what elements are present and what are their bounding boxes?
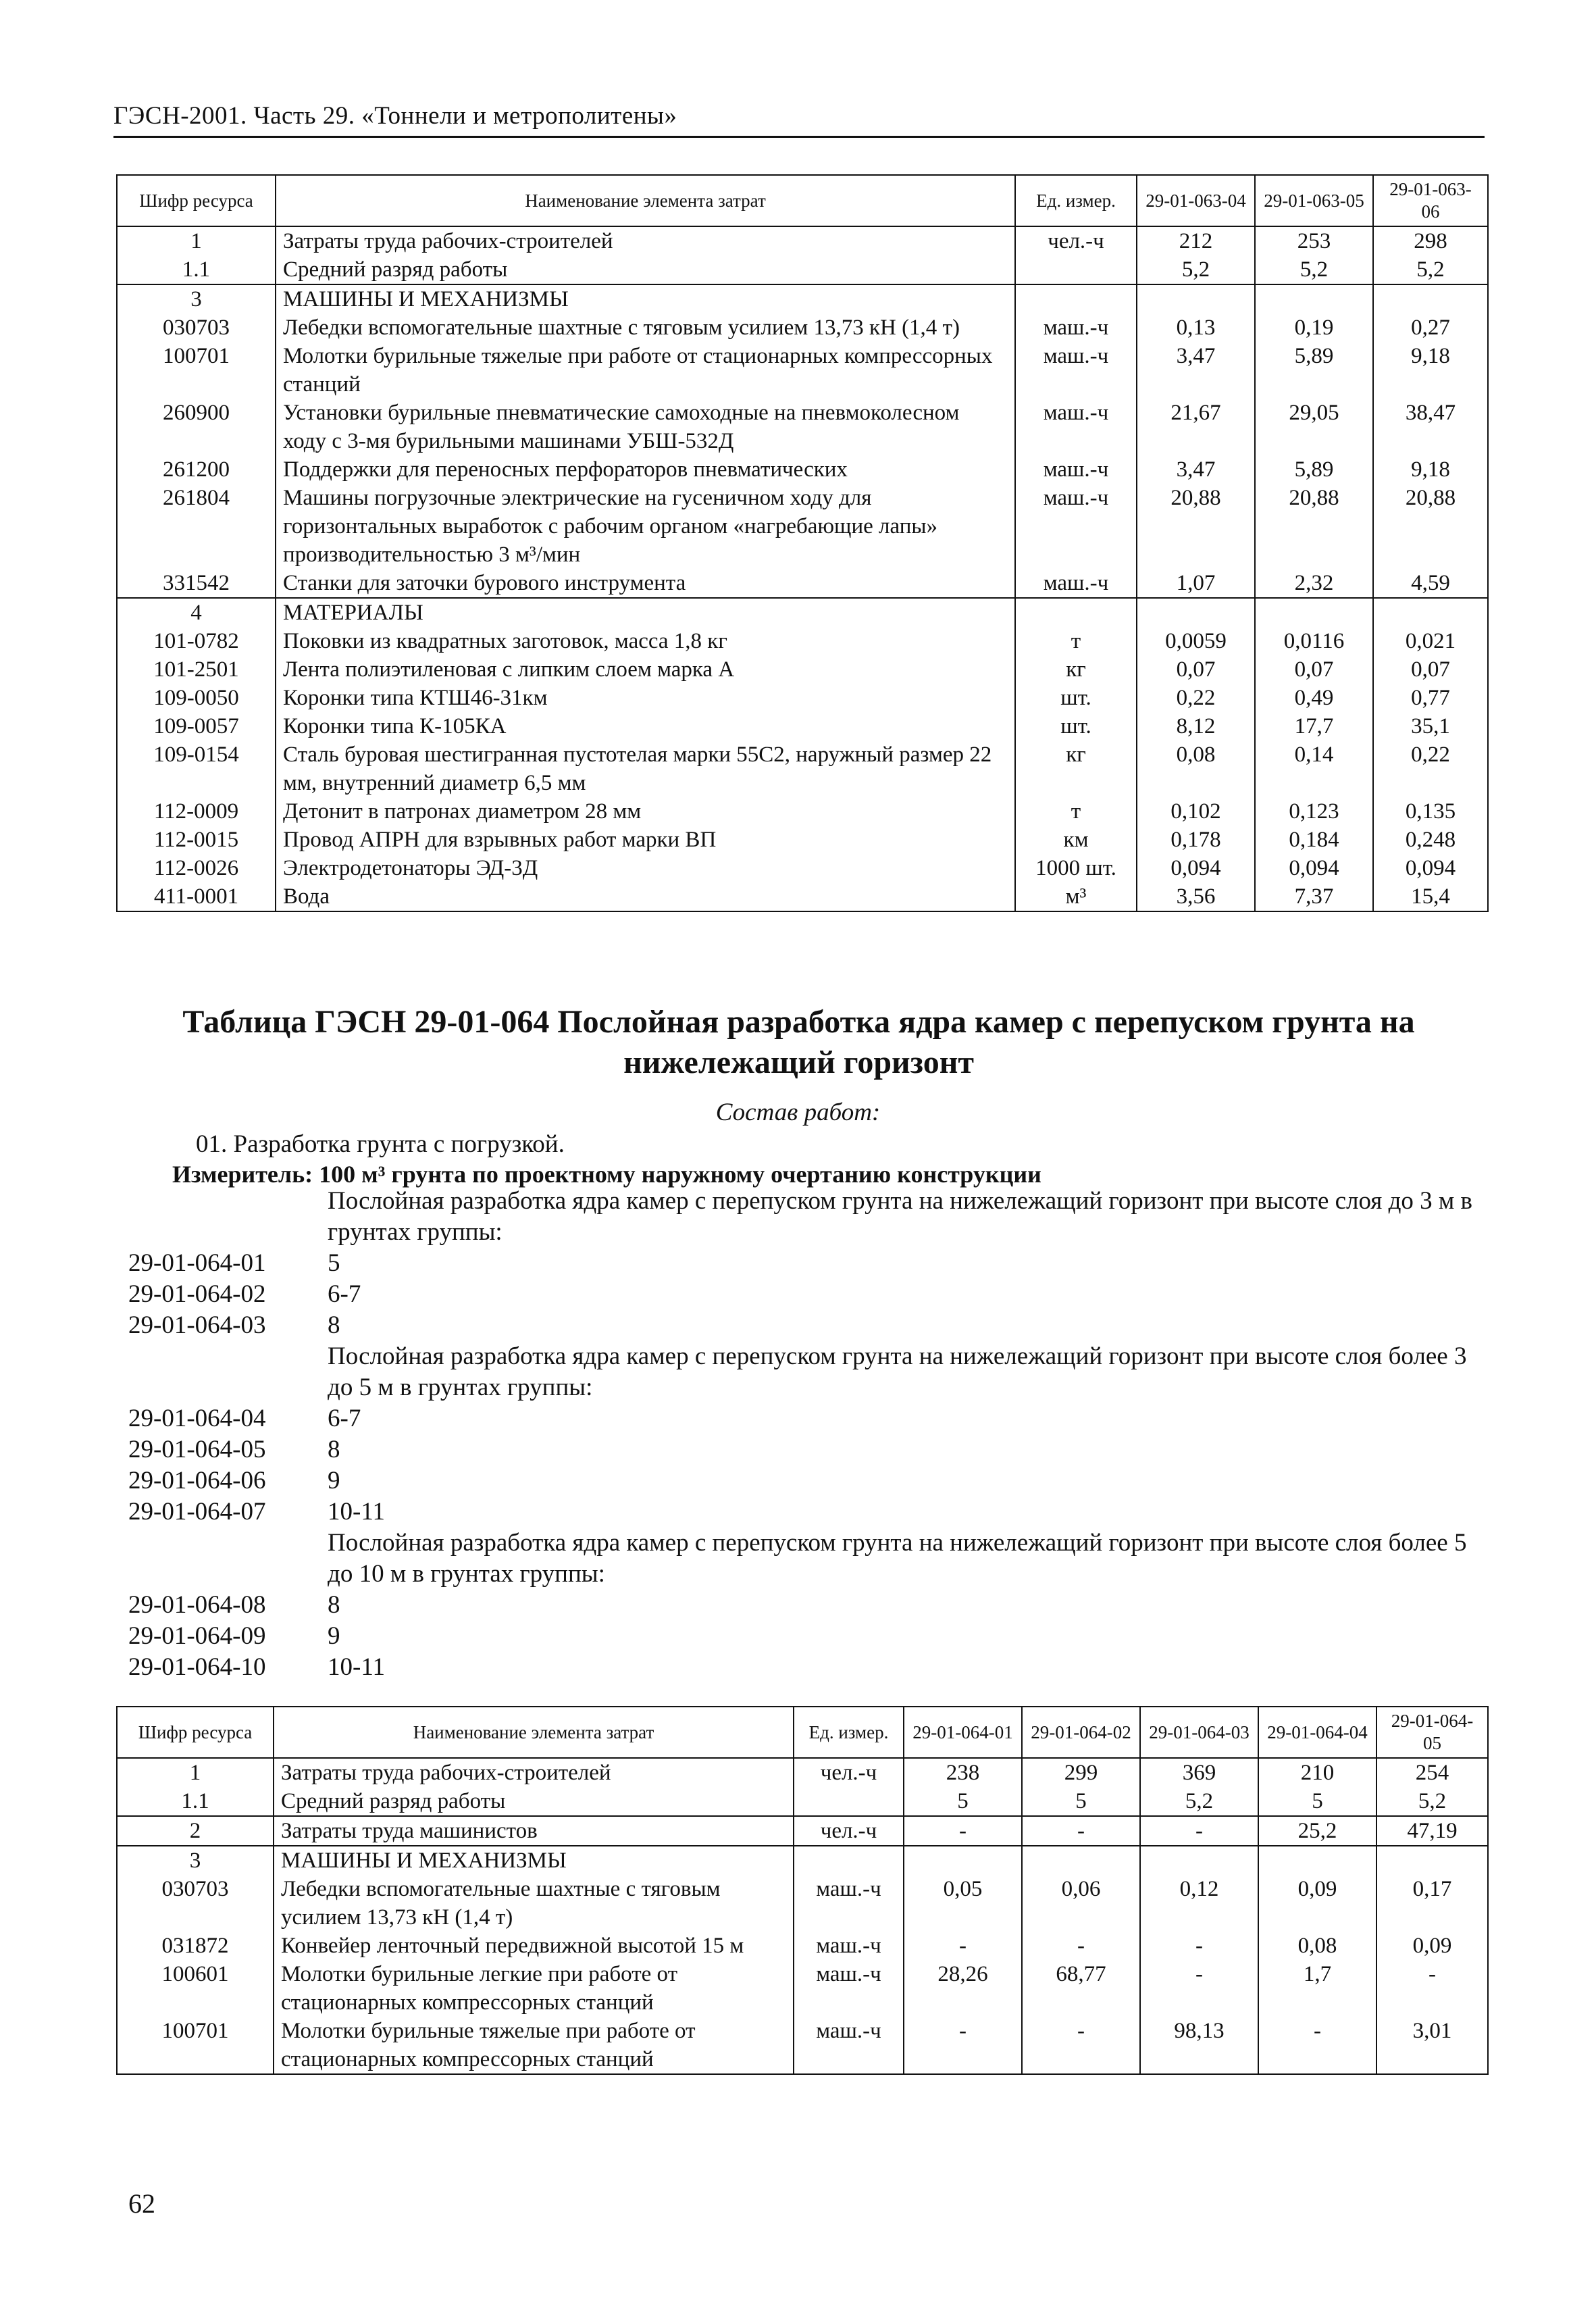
soil-group: 5	[328, 1249, 340, 1277]
measure-line	[172, 1160, 1041, 1188]
norm-value: 0,17	[1376, 1875, 1488, 1932]
resource-unit: чел.-ч	[794, 1816, 904, 1846]
norm-value: 5,2	[1376, 1787, 1488, 1816]
section-name: Затраты труда машинистов	[274, 1816, 794, 1846]
resource-unit: маш.-ч	[794, 1932, 904, 1960]
col-header-norm: 29-01-064-04	[1258, 1707, 1376, 1758]
resource-unit	[1015, 284, 1137, 313]
resource-unit: м³	[1015, 882, 1137, 911]
resource-code: 4	[117, 598, 276, 627]
norm-value: -	[1022, 2017, 1140, 2074]
norm-value: 0,0059	[1137, 627, 1255, 655]
norm-value: 1,07	[1137, 569, 1255, 598]
resource-unit: км	[1015, 826, 1137, 854]
section-row	[117, 598, 1488, 627]
soil-group: 8	[328, 1311, 340, 1339]
resource-table-063	[116, 174, 1489, 912]
resource-name: Провод АПРН для взрывных работ марки ВП	[276, 826, 1015, 854]
norm-value	[1255, 284, 1373, 313]
resource-code: 100701	[117, 2017, 274, 2074]
norm-value: 254	[1376, 1758, 1488, 1787]
resource-name: Конвейер ленточный передвижной высотой 15 м	[274, 1932, 794, 1960]
norm-value: 0,09	[1258, 1875, 1376, 1932]
header-rule	[113, 136, 1485, 138]
resource-name: Средний разряд работы	[276, 255, 1015, 284]
table-row	[117, 712, 1488, 740]
norm-item	[128, 1621, 340, 1652]
norm-code: 29-01-064-10	[128, 1653, 266, 1681]
norm-value: 0,094	[1137, 854, 1255, 882]
table-row	[117, 342, 1488, 399]
resource-code: 112-0026	[117, 854, 276, 882]
resource-code: 1	[117, 226, 276, 255]
norm-value: 0,102	[1137, 797, 1255, 826]
col-header-name: Наименование элемента затрат	[276, 175, 1015, 226]
resource-unit: маш.-ч	[794, 2017, 904, 2074]
resource-code: 109-0050	[117, 684, 276, 712]
resource-unit	[1015, 598, 1137, 627]
norm-value: 21,67	[1137, 399, 1255, 455]
resource-unit: маш.-ч	[1015, 313, 1137, 342]
resource-unit: кг	[1015, 655, 1137, 684]
resource-code: 261804	[117, 484, 276, 569]
norm-value	[1373, 284, 1488, 313]
resource-name: Молотки бурильные тяжелые при работе от стационарных компрессорных станций	[276, 342, 1015, 399]
norm-value: 28,26	[904, 1960, 1022, 2017]
norm-value: 20,88	[1137, 484, 1255, 569]
norm-value: 3,47	[1137, 342, 1255, 399]
norm-code: 29-01-064-02	[128, 1280, 266, 1308]
norm-value: 0,094	[1255, 854, 1373, 882]
col-header-unit: Ед. измер.	[1015, 175, 1137, 226]
resource-name: Сталь буровая шестигранная пустотелая марки 55С2, наружный размер 22 мм, внутренний диаметр 6,5 мм	[276, 740, 1015, 797]
table-header-row	[117, 175, 1488, 226]
norm-item	[128, 1403, 361, 1434]
norm-value: 0,08	[1258, 1932, 1376, 1960]
resource-unit: чел.-ч	[794, 1758, 904, 1787]
norm-value: 298	[1373, 226, 1488, 255]
resource-unit: маш.-ч	[1015, 342, 1137, 399]
norm-value: 0,094	[1373, 854, 1488, 882]
col-header-norm: 29-01-063-05	[1255, 175, 1373, 226]
works-item: 01. Разработка грунта с погрузкой.	[196, 1130, 565, 1158]
norm-description: Послойная разработка ядра камер с перепуском грунта на нижележащий горизонт при высоте слоя до 3 м в грунтах группы:	[328, 1187, 1473, 1246]
norm-item	[128, 1590, 340, 1621]
resource-name: Детонит в патронах диаметром 28 мм	[276, 797, 1015, 826]
page-number: 62	[128, 2188, 155, 2219]
resource-code: 1.1	[117, 1787, 274, 1816]
table-row	[117, 313, 1488, 342]
norm-value: 0,07	[1137, 655, 1255, 684]
norm-value: 0,021	[1373, 627, 1488, 655]
norm-value: 212	[1137, 226, 1255, 255]
norm-value: 25,2	[1258, 1816, 1376, 1846]
table-row	[117, 255, 1488, 284]
works-heading: Состав работ:	[715, 1099, 881, 1126]
resource-name: Молотки бурильные тяжелые при работе от стационарных компрессорных станций	[274, 2017, 794, 2074]
norm-value: 5	[1258, 1787, 1376, 1816]
norm-value: -	[904, 2017, 1022, 2074]
norm-value	[1373, 598, 1488, 627]
col-header-norm: 29-01-064-02	[1022, 1707, 1140, 1758]
norm-value: 3,56	[1137, 882, 1255, 911]
resource-code: 112-0009	[117, 797, 276, 826]
norm-item	[128, 1465, 340, 1496]
norm-value: 0,07	[1373, 655, 1488, 684]
resource-code: 030703	[117, 313, 276, 342]
table-row	[117, 399, 1488, 455]
resource-code: 101-2501	[117, 655, 276, 684]
resource-unit: кг	[1015, 740, 1137, 797]
resource-code: 411-0001	[117, 882, 276, 911]
soil-group: 6-7	[328, 1280, 361, 1308]
norm-description: Послойная разработка ядра камер с перепуском грунта на нижележащий горизонт при высоте слоя более 5 до 10 м в грунтах группы:	[328, 1529, 1467, 1588]
resource-unit: 1000 шт.	[1015, 854, 1137, 882]
norm-value: 8,12	[1137, 712, 1255, 740]
resource-unit: маш.-ч	[1015, 455, 1137, 484]
norm-value: 0,27	[1373, 313, 1488, 342]
col-header-norm: 29-01-063-04	[1137, 175, 1255, 226]
norm-value: 15,4	[1373, 882, 1488, 911]
norm-value: 0,12	[1140, 1875, 1258, 1932]
section-row	[117, 284, 1488, 313]
norm-item	[128, 1652, 385, 1683]
norm-value: 0,13	[1137, 313, 1255, 342]
norm-value: 0,248	[1373, 826, 1488, 854]
resource-unit: т	[1015, 627, 1137, 655]
norm-value: 0,14	[1255, 740, 1373, 797]
resource-name: Станки для заточки бурового инструмента	[276, 569, 1015, 598]
soil-group: 8	[328, 1591, 340, 1619]
resource-name: Лебедки вспомогательные шахтные с тяговым усилием 13,73 кН (1,4 т)	[276, 313, 1015, 342]
resource-unit	[794, 1787, 904, 1816]
norm-item	[128, 1496, 385, 1528]
norm-value: 1,7	[1258, 1960, 1376, 2017]
soil-group: 10-11	[328, 1653, 385, 1681]
norm-value: -	[1140, 1932, 1258, 1960]
resource-name: Коронки типа КТШ46-31км	[276, 684, 1015, 712]
norm-value	[1255, 598, 1373, 627]
col-header-norm: 29-01-064-01	[904, 1707, 1022, 1758]
resource-code: 100601	[117, 1960, 274, 2017]
resource-name: Вода	[276, 882, 1015, 911]
resource-unit	[794, 1846, 904, 1875]
table-title: Таблица ГЭСН 29-01-064 Послойная разработка ядра камер с перепуском грунта на нижележащий горизонт	[182, 1004, 1415, 1080]
table-row	[117, 1787, 1488, 1816]
resource-code: 1	[117, 1758, 274, 1787]
norm-value: 68,77	[1022, 1960, 1140, 2017]
norm-item	[128, 1310, 340, 1341]
resource-name: Коронки типа К-105КА	[276, 712, 1015, 740]
norm-value: 5,89	[1255, 455, 1373, 484]
table-row	[117, 826, 1488, 854]
resource-name: Затраты труда рабочих-строителей	[276, 226, 1015, 255]
resource-code: 109-0057	[117, 712, 276, 740]
norm-value: 98,13	[1140, 2017, 1258, 2074]
norm-value: -	[1140, 1816, 1258, 1846]
norm-value: 238	[904, 1758, 1022, 1787]
norm-value: 0,09	[1376, 1932, 1488, 1960]
norm-value: 4,59	[1373, 569, 1488, 598]
norm-value: 3,47	[1137, 455, 1255, 484]
resource-code: 100701	[117, 342, 276, 399]
resource-name: Машины погрузочные электрические на гусеничном ходу для горизонтальных выработок с рабочим органом «нагребающие лапы» производительностью 3 м³/мин	[276, 484, 1015, 569]
table-row	[117, 569, 1488, 598]
col-header-norm: 29-01-063-06	[1373, 175, 1488, 226]
table-row	[117, 797, 1488, 826]
col-header-norm: 29-01-064-05	[1376, 1707, 1488, 1758]
norm-item	[128, 1434, 340, 1465]
resource-code: 260900	[117, 399, 276, 455]
norm-value	[1140, 1846, 1258, 1875]
norm-value: 47,19	[1376, 1816, 1488, 1846]
norm-value: 9,18	[1373, 342, 1488, 399]
table-header-row	[117, 1707, 1488, 1758]
resource-code: 3	[117, 284, 276, 313]
norm-value: 5	[1022, 1787, 1140, 1816]
norm-value: -	[1258, 2017, 1376, 2074]
resource-table-064	[116, 1706, 1489, 2075]
norm-value	[1376, 1846, 1488, 1875]
section-name: МАТЕРИАЛЫ	[276, 598, 1015, 627]
norm-value: 0,135	[1373, 797, 1488, 826]
norm-value: 0,08	[1137, 740, 1255, 797]
resource-unit: маш.-ч	[794, 1875, 904, 1932]
section-name: МАШИНЫ И МЕХАНИЗМЫ	[276, 284, 1015, 313]
norm-value: -	[904, 1816, 1022, 1846]
norm-code: 29-01-064-03	[128, 1311, 266, 1339]
resource-name: Поковки из квадратных заготовок, масса 1,8 кг	[276, 627, 1015, 655]
resource-unit: шт.	[1015, 712, 1137, 740]
table-row	[117, 1875, 1488, 1932]
resource-code: 109-0154	[117, 740, 276, 797]
norm-code: 29-01-064-01	[128, 1249, 266, 1277]
norm-value: 20,88	[1373, 484, 1488, 569]
norm-value: 0,22	[1137, 684, 1255, 712]
table-row	[117, 1758, 1488, 1787]
table-row	[117, 226, 1488, 255]
resource-unit: чел.-ч	[1015, 226, 1137, 255]
norm-code: 29-01-064-09	[128, 1622, 266, 1650]
soil-group: 10-11	[328, 1498, 385, 1526]
norm-value: 299	[1022, 1758, 1140, 1787]
norm-value: 0,19	[1255, 313, 1373, 342]
section-name: МАШИНЫ И МЕХАНИЗМЫ	[274, 1846, 794, 1875]
norm-value: 0,05	[904, 1875, 1022, 1932]
norm-value: 5	[904, 1787, 1022, 1816]
resource-code: 112-0015	[117, 826, 276, 854]
norm-code: 29-01-064-06	[128, 1467, 266, 1494]
norm-value: 0,123	[1255, 797, 1373, 826]
soil-group: 9	[328, 1622, 340, 1650]
col-header-code: Шифр ресурса	[117, 1707, 274, 1758]
table-row	[117, 627, 1488, 655]
norm-value: 5,2	[1137, 255, 1255, 284]
col-header-code: Шифр ресурса	[117, 175, 276, 226]
resource-code: 101-0782	[117, 627, 276, 655]
norm-value: -	[1022, 1932, 1140, 1960]
resource-name: Электродетонаторы ЭД-3Д	[276, 854, 1015, 882]
norm-value: 20,88	[1255, 484, 1373, 569]
soil-group: 9	[328, 1467, 340, 1494]
resource-code: 2	[117, 1816, 274, 1846]
resource-unit: маш.-ч	[1015, 569, 1137, 598]
norm-value: -	[1376, 1960, 1488, 2017]
norm-value	[904, 1846, 1022, 1875]
norm-value	[1137, 284, 1255, 313]
norm-value: 0,06	[1022, 1875, 1140, 1932]
table-row	[117, 1932, 1488, 1960]
section-row	[117, 1816, 1488, 1846]
resource-unit: шт.	[1015, 684, 1137, 712]
norm-value: 17,7	[1255, 712, 1373, 740]
table-row	[117, 655, 1488, 684]
norm-value: 0,184	[1255, 826, 1373, 854]
norm-code: 29-01-064-05	[128, 1436, 266, 1463]
resource-name: Средний разряд работы	[274, 1787, 794, 1816]
norm-value: 3,01	[1376, 2017, 1488, 2074]
norm-item	[128, 1248, 340, 1279]
measure-label: Измеритель:	[172, 1161, 313, 1188]
norm-value: 0,22	[1373, 740, 1488, 797]
norm-value: 0,07	[1255, 655, 1373, 684]
resource-code: 3	[117, 1846, 274, 1875]
resource-code: 1.1	[117, 255, 276, 284]
norm-description: Послойная разработка ядра камер с перепуском грунта на нижележащий горизонт при высоте слоя более 3 до 5 м в грунтах группы:	[328, 1342, 1467, 1401]
norm-value	[1137, 598, 1255, 627]
resource-name: Поддержки для переносных перфораторов пневматических	[276, 455, 1015, 484]
resource-unit: маш.-ч	[1015, 399, 1137, 455]
norm-value: 38,47	[1373, 399, 1488, 455]
norm-value: 0,77	[1373, 684, 1488, 712]
resource-name: Установки бурильные пневматические самоходные на пневмоколесном ходу с 3-мя бурильными машинами УБШ-532Д	[276, 399, 1015, 455]
norm-value: 35,1	[1373, 712, 1488, 740]
table-row	[117, 740, 1488, 797]
resource-unit	[1015, 255, 1137, 284]
table-row	[117, 455, 1488, 484]
norm-value: 5,2	[1373, 255, 1488, 284]
norm-code: 29-01-064-07	[128, 1498, 266, 1526]
resource-code: 030703	[117, 1875, 274, 1932]
norm-value	[1258, 1846, 1376, 1875]
table-row	[117, 484, 1488, 569]
resource-name: Молотки бурильные легкие при работе от стационарных компрессорных станций	[274, 1960, 794, 2017]
col-header-unit: Ед. измер.	[794, 1707, 904, 1758]
norm-value: 5,2	[1255, 255, 1373, 284]
norm-value: 0,49	[1255, 684, 1373, 712]
table-row	[117, 882, 1488, 911]
norm-value: 2,32	[1255, 569, 1373, 598]
norm-value: 5,89	[1255, 342, 1373, 399]
norm-value: 369	[1140, 1758, 1258, 1787]
table-row	[117, 854, 1488, 882]
soil-group: 6-7	[328, 1405, 361, 1432]
soil-group: 8	[328, 1436, 340, 1463]
col-header-norm: 29-01-064-03	[1140, 1707, 1258, 1758]
norm-code: 29-01-064-04	[128, 1405, 266, 1432]
running-header: ГЭСН-2001. Часть 29. «Тоннели и метрополитены»	[113, 102, 677, 130]
norm-value: 210	[1258, 1758, 1376, 1787]
norm-value: 0,178	[1137, 826, 1255, 854]
table-row	[117, 684, 1488, 712]
resource-code: 331542	[117, 569, 276, 598]
norm-value: -	[904, 1932, 1022, 1960]
norm-value: 9,18	[1373, 455, 1488, 484]
resource-name: Лебедки вспомогательные шахтные с тяговым усилием 13,73 кН (1,4 т)	[274, 1875, 794, 1932]
norm-value: 7,37	[1255, 882, 1373, 911]
measure-text: 100 м³ грунта по проектному наружному очертанию конструкции	[319, 1161, 1041, 1188]
norm-value: 5,2	[1140, 1787, 1258, 1816]
resource-unit: маш.-ч	[1015, 484, 1137, 569]
norm-value: 29,05	[1255, 399, 1373, 455]
norm-value: 253	[1255, 226, 1373, 255]
resource-unit: т	[1015, 797, 1137, 826]
resource-name: Затраты труда рабочих-строителей	[274, 1758, 794, 1787]
section-row	[117, 1846, 1488, 1875]
resource-code: 031872	[117, 1932, 274, 1960]
table-row	[117, 1960, 1488, 2017]
resource-unit: маш.-ч	[794, 1960, 904, 2017]
col-header-name: Наименование элемента затрат	[274, 1707, 794, 1758]
norm-value: -	[1140, 1960, 1258, 2017]
norm-value: -	[1022, 1816, 1140, 1846]
resource-code: 261200	[117, 455, 276, 484]
table-row	[117, 2017, 1488, 2074]
norm-code: 29-01-064-08	[128, 1591, 266, 1619]
norm-item	[128, 1279, 361, 1310]
resource-name: Лента полиэтиленовая с липким слоем марка А	[276, 655, 1015, 684]
norm-value	[1022, 1846, 1140, 1875]
norm-value: 0,0116	[1255, 627, 1373, 655]
